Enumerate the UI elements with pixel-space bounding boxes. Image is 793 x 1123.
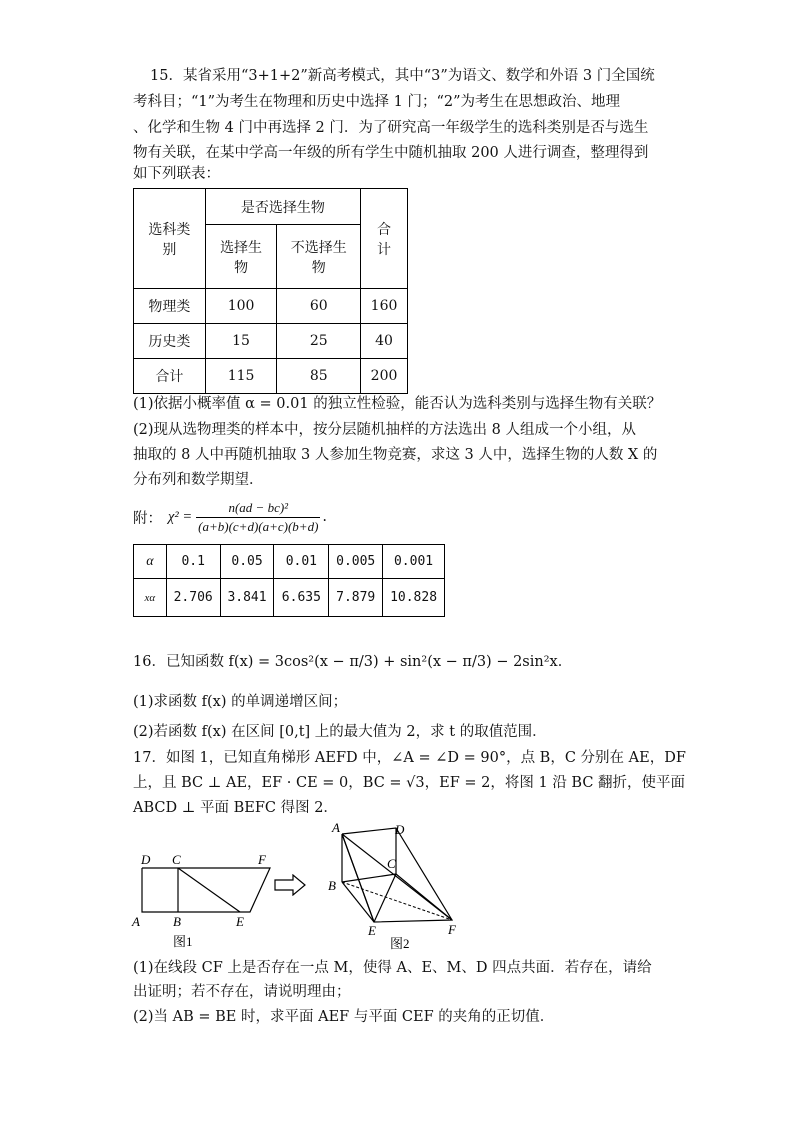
q15-part2-line-2: 抽取的 8 人中再随机抽取 3 人参加生物竞赛，求这 3 人中，选择生物的人数 X 的 — [133, 447, 658, 463]
fig1-label-a: A — [132, 914, 140, 929]
header-not-choose-bio: 不选择生 物 — [277, 225, 361, 289]
q17-part2: (2)当 AB = BE 时，求平面 AEF 与平面 CEF 的夹角的正切值． — [133, 1009, 555, 1025]
corner-header: 选科类 别 — [134, 189, 206, 289]
group-header: 是否选择生物 — [205, 189, 360, 225]
q17-line-3: ABCD ⊥ 平面 BEFC 得图 2． — [133, 800, 338, 816]
fig1-caption: 图1 — [173, 934, 193, 948]
q15-line-1: 15．某省采用“3+1+2”新高考模式，其中“3”为语文、数学和外语 3 门全国统 — [150, 68, 655, 84]
q15-line-5: 如下列联表： — [133, 166, 220, 182]
q15-part1: (1)依据小概率值 α = 0.01 的独立性检验，能否认为选科类别与选择生物有关联？ — [133, 396, 662, 412]
q16-part1: (1)求函数 f(x) 的单调递增区间； — [133, 694, 348, 710]
formula-lhs: χ² = — [168, 508, 193, 525]
q15-part2-line-1: (2)现从选物理类的样本中，按分层随机抽样的方法选出 8 人组成一个小组，从 — [133, 422, 636, 438]
fig1-label-f: F — [258, 852, 266, 867]
fig2-label-a: A — [332, 820, 340, 835]
table-row: α 0.1 0.05 0.01 0.005 0.001 — [134, 545, 445, 579]
header-choose-bio: 选择生 物 — [205, 225, 277, 289]
fig1-label-e: E — [236, 914, 244, 929]
table-row: 物理类 100 60 160 — [134, 289, 408, 324]
fig2-caption: 图2 — [390, 936, 410, 951]
q15-line-4: 物有关联，在某中学高一年级的所有学生中随机抽取 200 人进行调查，整理得到 — [133, 145, 649, 161]
formula-end: . — [322, 509, 328, 525]
total-header: 合 计 — [361, 189, 408, 289]
table-row: xα 2.706 3.841 6.635 7.879 10.828 — [134, 579, 445, 617]
q16-part2: (2)若函数 f(x) 在区间 [0,t] 上的最大值为 2，求 t 的取值范围． — [133, 724, 547, 740]
q17-part1-line-1: (1)在线段 CF 上是否存在一点 M，使得 A、E、M、D 四点共面．若存在，请给 — [133, 960, 652, 976]
figure-1 — [130, 848, 280, 948]
formula-denominator: (a+b)(c+d)(a+c)(b+d) — [198, 518, 319, 534]
arrow-icon — [273, 874, 307, 896]
q17-line-1: 17．如图 1，已知直角梯形 AEFD 中，∠A = ∠D = 90°，点 B，C 分别在 AE，DF — [133, 750, 686, 766]
fig2-label-f: F — [448, 922, 456, 937]
fig2-label-b: B — [328, 878, 336, 893]
table-row: 合计 115 85 200 — [134, 359, 408, 394]
chi-square-formula — [133, 497, 327, 537]
table-row: 历史类 15 25 40 — [134, 324, 408, 359]
q15-line-2: 考科目；“1”为考生在物理和历史中选择 1 门；“2”为考生在思想政治、地理 — [133, 94, 621, 110]
q17-part1-line-2: 出证明；若不存在，请说明理由； — [133, 984, 351, 1000]
formula-numerator: n(ad − bc)² — [196, 499, 320, 518]
contingency-table — [133, 188, 408, 394]
fig1-label-c: C — [172, 852, 181, 867]
figure-2 — [322, 818, 472, 953]
q15-line-3: 、化学和生物 4 门中再选择 2 门．为了研究高一年级学生的选科类别是否与选生 — [133, 120, 649, 136]
fig1-label-d: D — [141, 852, 151, 867]
formula-fraction — [196, 499, 320, 536]
fig2-label-d: D — [395, 822, 405, 837]
q16-stem: 16．已知函数 f(x) = 3cos²(x − π/3) + sin²(x − π/3) − 2sin²x． — [133, 654, 573, 670]
fig2-label-c: C — [387, 856, 396, 871]
fig1-label-b: B — [173, 914, 181, 929]
q17-line-2: 上，且 BC ⊥ AE，EF · CE = 0，BC = √3，EF = 2，将图 1 沿 BC 翻折，使平面 — [133, 775, 686, 791]
fig2-label-e: E — [368, 923, 376, 938]
appendix-label: 附： — [133, 510, 162, 527]
q15-part2-line-3: 分布列和数学期望． — [133, 472, 264, 488]
critical-value-table — [133, 544, 445, 617]
